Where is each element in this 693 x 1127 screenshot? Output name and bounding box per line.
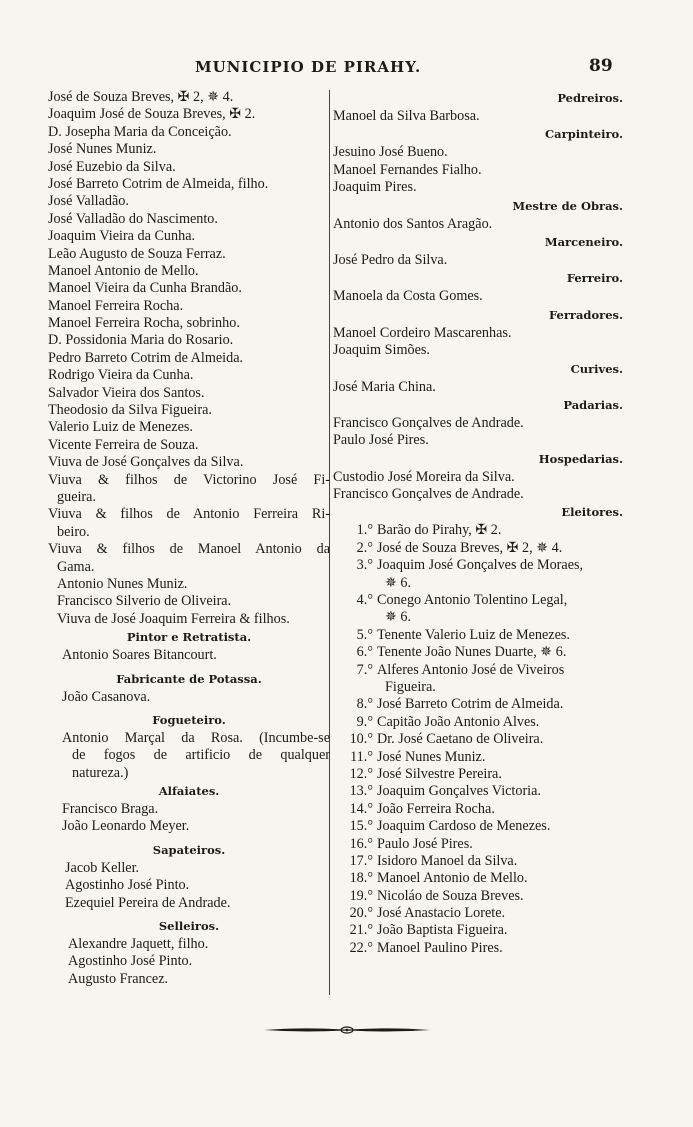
page-title: MUNICIPIO DE PIRAHY. [195,58,422,76]
eleitor-text: José Nunes Muniz. [377,748,486,765]
eleitor-text: Capitão João Antonio Alves. [377,713,540,730]
ornamental-rule [262,1023,432,1037]
list-item: Manoel Ferreira Rocha, sobrinho. [48,315,240,332]
eleitor-text: João Baptista Figueira. [377,922,508,939]
eleitor-number: 19.° [349,887,373,904]
list-item: Manoela da Costa Gomes. [333,288,483,305]
eleitor-text: José de Souza Breves, ✠ 2, ✵ 4. [377,539,563,556]
list-item-continuation: gueira. [57,488,96,505]
residents-list [48,89,330,628]
eleitor-text: Joaquim Gonçalves Victoria. [377,783,541,800]
list-item: José Valladão do Nascimento. [48,210,218,227]
eleitor-text: Tenente João Nunes Duarte, ✵ 6. [377,644,567,661]
list-item: Viuva & filhos de Victorino José Fi- [48,471,330,488]
list-item: José Valladão. [48,193,129,210]
eleitor-item [333,888,631,905]
list-item: Viuva & filhos de Antonio Ferreira Ri- [48,506,330,523]
list-item-continuation: de fogos de artificio de qualquer [72,747,330,764]
eleitor-item [333,853,631,870]
list-item: Viuva de José Gonçalves da Silva. [48,454,244,471]
eleitor-item [333,870,631,887]
eleitor-text: Manoel Antonio de Mello. [377,870,528,887]
eleitor-text: José Silvestre Pereira. [377,765,502,782]
eleitor-item [333,766,631,783]
list-item: João Casanova. [62,688,151,705]
eleitor-continuation [333,679,631,696]
list-item: Jacob Keller. [65,859,140,876]
list-item: Viuva de José Joaquim Ferreira & filhos. [57,610,290,627]
eleitor-text: Alferes Antonio José de Viveiros [377,661,565,678]
eleitor-continuation [333,575,631,592]
list-item-continuation: natureza.) [72,764,129,781]
eleitor-text: Tenente Valerio Luiz de Menezes. [377,626,570,643]
list-item: Salvador Vieira dos Santos. [48,384,205,401]
section-heading-sapateiros: Sapateiros. [152,842,226,857]
eleitor-item [333,696,631,713]
eleitor-number: 3.° [356,557,373,574]
eleitor-item [333,557,631,574]
list-item: Custodio José Moreira da Silva. [333,468,515,485]
list-item: Manoel Ferreira Rocha. [48,297,184,314]
list-item: Antonio Marçal da Rosa. (Incumbe-se [62,729,330,746]
list-item: Francisco Gonçalves de Andrade. [333,414,524,431]
list-item: Francisco Silverio de Oliveira. [57,593,232,610]
left-column [48,89,330,988]
list-item: Ezequiel Pereira de Andrade. [65,894,231,911]
eleitor-item [333,957,631,974]
list-item: Vicente Ferreira de Souza. [48,436,199,453]
eleitor-text: Isidoro Manoel da Silva. [377,852,518,869]
section-heading-ferradores: Ferradores. [549,307,623,322]
eleitor-item [333,540,631,557]
eleitor-item [333,818,631,835]
list-item-continuation: beiro. [57,523,90,540]
list-item: João Leonardo Meyer. [62,818,190,835]
list-item: Manoel Antonio de Mello. [48,262,199,279]
eleitor-number: 12.° [349,765,373,782]
section-heading-curives: Curives. [570,361,623,376]
eleitor-continuation [333,609,631,626]
eleitor-number: 21.° [349,922,373,939]
eleitor-number: 22.° [349,939,373,956]
eleitor-text: Joaquim José Gonçalves de Moraes, [377,557,584,574]
section-heading-eleitores: Eleitores. [561,505,623,520]
list-item-continuation: Gama. [57,558,95,575]
list-item: Manoel Vieira da Cunha Brandão. [48,280,242,297]
eleitor-number: 10.° [349,731,373,748]
eleitor-text: Conego Antonio Tolentino Legal, [377,592,568,609]
eleitor-number: 20.° [349,905,373,922]
eleitor-number: 7.° [356,661,373,678]
eleitor-number: 14.° [349,800,373,817]
eleitor-number: 16.° [349,835,373,852]
eleitor-number: 6.° [356,644,373,661]
list-item: Antonio dos Santos Aragão. [333,215,493,232]
page-header [0,58,693,78]
eleitor-text: Barão do Pirahy, ✠ 2. [377,522,502,539]
section-heading-padarias: Padarias. [563,397,623,412]
eleitor-number: 2.° [356,539,373,556]
eleitor-item [333,922,631,939]
eleitor-text: José Anastacio Lorete. [377,905,506,922]
eleitor-item [333,801,631,818]
list-item: Antonio Nunes Muniz. [57,575,188,592]
list-item: Rodrigo Vieira da Cunha. [48,367,194,384]
list-item: Manoel Cordeiro Mascarenhas. [333,324,512,341]
eleitor-item [333,783,631,800]
section-heading-marceneiro: Marceneiro. [544,234,623,249]
list-item: José Pedro da Silva. [333,251,448,268]
eleitor-text: José Barreto Cotrim de Almeida. [377,696,564,713]
eleitor-item [333,662,631,679]
eleitor-text: Dr. José Caetano de Oliveira. [377,731,544,748]
eleitores-list [333,522,631,992]
eleitor-text: ✵ 6. [385,609,412,626]
eleitor-number: 11.° [350,748,373,765]
section-heading-carpinteiro: Carpinteiro. [545,127,623,142]
eleitor-text: João Ferreira Rocha. [377,800,495,817]
list-item: Agostinho José Pinto. [65,877,190,894]
list-item: Augusto Francez. [68,970,169,987]
eleitor-item [333,975,631,992]
eleitor-text: Manoel Paulino Pires. [377,939,503,956]
page-number: 89 [589,56,613,76]
section-heading-alfaiates: Alfaiates. [158,784,220,799]
eleitor-item [333,731,631,748]
list-item: Pedro Barreto Cotrim de Almeida. [48,349,244,366]
list-item: Antonio Soares Bitancourt. [62,647,217,664]
eleitor-item [333,836,631,853]
list-item: Joaquim Vieira da Cunha. [48,228,196,245]
eleitor-number: 18.° [349,870,373,887]
list-item: José Maria China. [333,378,436,395]
eleitor-item [333,749,631,766]
eleitor-text: Paulo José Pires. [377,835,473,852]
eleitor-number: 17.° [349,852,373,869]
list-item: Jesuino José Bueno. [333,144,448,161]
list-item: D. Possidonia Maria do Rosario. [48,332,234,349]
eleitor-item [333,714,631,731]
eleitor-text: ✵ 6. [385,574,412,591]
list-item: Manoel Fernandes Fialho. [333,161,482,178]
eleitor-number: 15.° [349,818,373,835]
eleitor-text: Figueira. [385,678,436,695]
eleitor-item [333,522,631,539]
list-item: Manoel da Silva Barbosa. [333,108,480,124]
eleitor-item [333,905,631,922]
list-item: Alexandre Jaquett, filho. [68,936,209,953]
list-item: Leão Augusto de Souza Ferraz. [48,245,226,262]
list-item: José Euzebio da Silva. [48,158,176,175]
eleitor-item [333,592,631,609]
list-item: Paulo José Pires. [333,432,429,449]
list-item: D. Josepha Maria da Conceição. [48,123,232,140]
eleitor-number: 1.° [356,522,373,539]
eleitor-number: 9.° [356,713,373,730]
eleitor-item [333,644,631,661]
list-item: José de Souza Breves, ✠ 2, ✵ 4. [48,89,234,105]
list-item: José Nunes Muniz. [48,141,157,158]
list-item: Francisco Gonçalves de Andrade. [333,486,524,503]
list-item: Valerio Luiz de Menezes. [48,419,193,436]
eleitor-number: 8.° [356,696,373,713]
list-item: Agostinho José Pinto. [68,953,193,970]
section-heading-hospedarias: Hospedarias. [538,451,623,466]
eleitor-number: 4.° [356,592,373,609]
list-item: Theodosio da Silva Figueira. [48,402,212,419]
list-item: Joaquim Simões. [333,342,430,359]
section-heading-fogueteiro: Fogueteiro. [152,712,226,727]
section-heading-pedreiros: Pedreiros. [557,91,623,105]
list-item: Joaquim Pires. [333,179,417,196]
eleitor-item [333,627,631,644]
section-heading-pintor: Pintor e Retratista. [126,630,252,645]
list-item: Francisco Braga. [62,801,159,818]
section-heading-ferreiro: Ferreiro. [566,271,623,286]
eleitor-text: Nicoláo de Souza Breves. [377,887,524,904]
list-item: José Barreto Cotrim de Almeida, filho. [48,175,269,192]
eleitor-number: 13.° [349,783,373,800]
list-item: Viuva & filhos de Manoel Antonio da [48,541,330,558]
eleitor-item [333,940,631,957]
eleitor-number: 5.° [356,626,373,643]
section-heading-mestre-de-obras: Mestre de Obras. [512,198,623,213]
list-item: Joaquim José de Souza Breves, ✠ 2. [48,106,256,123]
section-heading-selleiros: Selleiros. [158,919,220,934]
section-heading-potassa: Fabricante de Potassa. [116,671,262,686]
eleitor-text: Joaquim Cardoso de Menezes. [377,818,551,835]
right-column [333,89,631,992]
